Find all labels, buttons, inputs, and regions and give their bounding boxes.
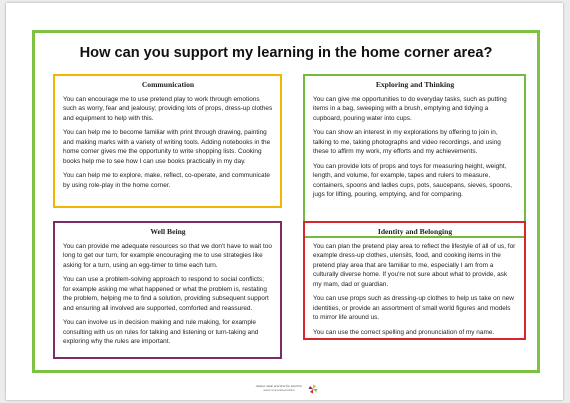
- document-page: [6, 3, 563, 400]
- wellbeing-paragraph: You can involve us in decision making and rule making, for example consulting with us on rules for talking and listening or turn-taking and exploring why the rules are important.: [63, 319, 259, 345]
- wellbeing-heading: Well Being: [150, 227, 186, 236]
- communication-box: [53, 74, 282, 208]
- footer: [252, 384, 327, 395]
- pinwheel-logo-icon: [308, 384, 318, 394]
- wellbeing-paragraph: You can provide me adequate resources so that we don't have to wait too long to get our turn, for example encouraging me to use strategies like asking for a turn, using an egg-timer to time each turn.: [63, 242, 272, 269]
- exploring-paragraph: You can provide lots of props and toys for measuring height, weight, length, and volume, for example, tapes and rulers to measure, containers, spoons and ladles cups, pots, saucepans, sieves, spoons, jugs for lifting, pouring, emptying, and for comparing.: [313, 162, 512, 198]
- page-title: How can you support my learning in the home corner area?: [79, 45, 493, 61]
- exploring-heading: Exploring and Thinking: [375, 80, 455, 89]
- communication-paragraph: You can encourage me to use pretend play to work through emotions such as worry, fear and jealousy; providing lots of props, dress-up clothes and equipment to help with this.: [63, 95, 273, 122]
- exploring-paragraph: You can show an interest in my explorations by offering to join in, talking to me, taking photographs and video recordings, and using these to affirm my work, my efforts and my achievements.: [313, 129, 501, 155]
- identity-paragraph: You can use the correct spelling and pronunciation of my name.: [313, 328, 495, 336]
- communication-heading: Communication: [141, 80, 195, 89]
- wellbeing-paragraph: You can use a problem-solving approach to respond to social conflicts; for example asking me what happened or what the problem is, restating the problem, helping me to find a solution, providing subsequent support and ensuring all involved are supported, comforted and reassured.: [63, 276, 269, 312]
- exploring-thinking-box: [303, 74, 526, 238]
- wellbeing-box: [53, 221, 282, 359]
- content-frame: [32, 30, 540, 373]
- footer-tagline: Aistear, made practical for practice!: [255, 384, 303, 388]
- exploring-paragraph: You can give me opportunities to do everyday tasks, such as putting items in a bag, sweeping with a brush, emptying and tidying a cupboard, pouring water into cups.: [313, 95, 507, 122]
- communication-paragraph: You can help me to explore, make, reflect, co-operate, and communicate by using role-play in the home corner.: [63, 172, 270, 189]
- identity-belonging-box: [303, 221, 526, 340]
- identity-heading: Identity and Belonging: [377, 227, 453, 236]
- identity-paragraph: You can use props such as dressing-up clothes to help us take on new identities, or provide an assortment of small world figures and models to mirror life around us.: [313, 295, 514, 321]
- communication-paragraph: You can help me to become familiar with print through drawing, painting and making marks with a variety of writing tools. Adding notebooks in the home corner gives me the opportunity to write shopping lists. Cooking books help me to see how I can use books practically in my day.: [63, 129, 271, 165]
- identity-paragraph: You can plan the pretend play area to reflect the lifestyle of all of us, for example dress-up clothes, utensils, food, and cooking items in the pretend play area that are familiar to me, especially I am from a culturally diverse home. If you're not sure about what to provide, ask my mam, dad or guardian.: [313, 242, 516, 288]
- footer-url: aistear.ncca.ie/aistearsiolta/ie: [263, 389, 295, 392]
